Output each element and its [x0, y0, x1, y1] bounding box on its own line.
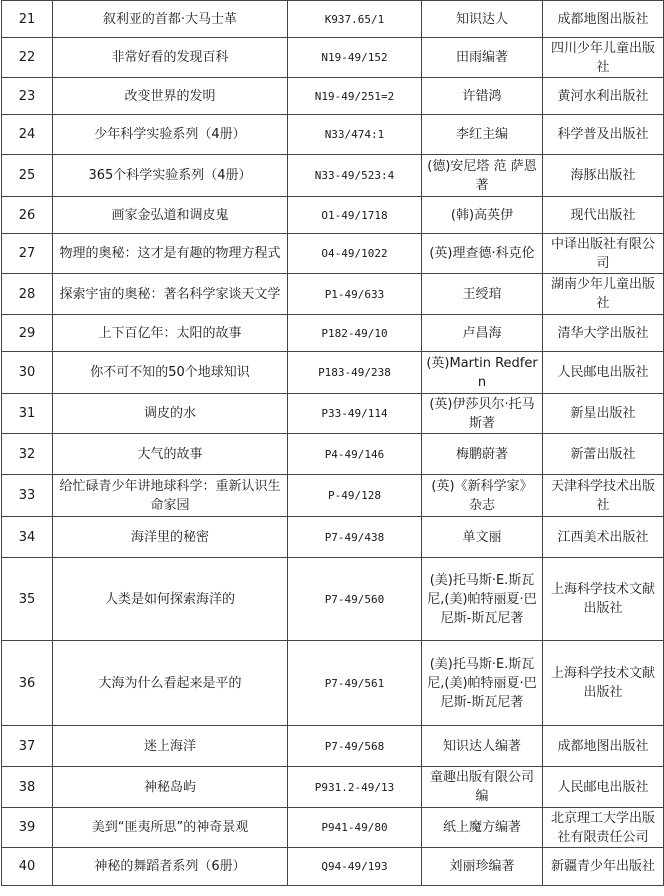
book-title: 人类是如何探索海洋的: [53, 558, 288, 641]
call-number: P4-49/146: [288, 434, 422, 475]
book-title: 你不可不知的50个地球知识: [53, 352, 288, 394]
book-author: 童趣出版有限公司编: [422, 767, 543, 808]
book-publisher: 现代出版社: [543, 197, 664, 234]
call-number: O1-49/1718: [288, 197, 422, 234]
book-author: (英)Martin Redfern: [422, 352, 543, 394]
table-row: [2, 558, 664, 641]
call-number: P941-49/80: [288, 808, 422, 848]
book-publisher: 上海科学技术文献出版社: [543, 641, 664, 726]
row-number: 32: [2, 434, 53, 475]
table-row: [2, 726, 664, 767]
book-title: 神秘的舞蹈者系列（6册）: [53, 848, 288, 886]
row-number: 36: [2, 641, 53, 726]
row-number: 23: [2, 78, 53, 115]
row-number: 35: [2, 558, 53, 641]
book-publisher: 清华大学出版社: [543, 315, 664, 352]
book-author: (英)理查德·科克伦: [422, 234, 543, 274]
book-title: 探索宇宙的奥秘：著名科学家谈天文学: [53, 274, 288, 315]
call-number: P182-49/10: [288, 315, 422, 352]
row-number: 38: [2, 767, 53, 808]
book-publisher: 新疆青少年出版社: [543, 848, 664, 886]
table-row: [2, 475, 664, 517]
book-author: 许错鸿: [422, 78, 543, 115]
book-publisher: 黄河水利出版社: [543, 78, 664, 115]
row-number: 34: [2, 517, 53, 558]
table-row: [2, 315, 664, 352]
table-row: [2, 38, 664, 78]
table-row: [2, 808, 664, 848]
book-publisher: 北京理工大学出版社有限责任公司: [543, 808, 664, 848]
call-number: P7-49/438: [288, 517, 422, 558]
call-number: Q94-49/193: [288, 848, 422, 886]
call-number: P7-49/561: [288, 641, 422, 726]
book-publisher: 湖南少年儿童出版社: [543, 274, 664, 315]
book-publisher: 人民邮电出版社: [543, 352, 664, 394]
book-publisher: 人民邮电出版社: [543, 767, 664, 808]
book-publisher: 天津科学技术出版社: [543, 475, 664, 517]
book-publisher: 上海科学技术文献出版社: [543, 558, 664, 641]
book-publisher: 新星出版社: [543, 394, 664, 434]
book-author: 卢昌海: [422, 315, 543, 352]
book-title: 调皮的水: [53, 394, 288, 434]
row-number: 29: [2, 315, 53, 352]
row-number: 21: [2, 1, 53, 38]
table-row: [2, 78, 664, 115]
table-row: [2, 155, 664, 197]
book-author: 李红主编: [422, 115, 543, 155]
row-number: 28: [2, 274, 53, 315]
book-title: 365个科学实验系列（4册）: [53, 155, 288, 197]
book-author: (英)《新科学家》杂志: [422, 475, 543, 517]
row-number: 25: [2, 155, 53, 197]
table-row: [2, 234, 664, 274]
book-author: 单文丽: [422, 517, 543, 558]
table-row: [2, 394, 664, 434]
book-publisher: 江西美术出版社: [543, 517, 664, 558]
call-number: N33/474:1: [288, 115, 422, 155]
book-author: (美)托马斯·E.斯瓦尼,(美)帕特丽夏·巴尼斯-斯瓦尼著: [422, 558, 543, 641]
book-title: 神秘岛屿: [53, 767, 288, 808]
book-title: 改变世界的发明: [53, 78, 288, 115]
book-author: (韩)高英伊: [422, 197, 543, 234]
book-title: 给忙碌青少年讲地球科学：重新认识生命家园: [53, 475, 288, 517]
call-number: P7-49/568: [288, 726, 422, 767]
book-title: 大海为什么看起来是平的: [53, 641, 288, 726]
table-row: [2, 115, 664, 155]
book-publisher: 四川少年儿童出版社: [543, 38, 664, 78]
table-row: [2, 274, 664, 315]
row-number: 33: [2, 475, 53, 517]
table-row: [2, 767, 664, 808]
book-title: 上下百亿年：太阳的故事: [53, 315, 288, 352]
table-row: [2, 434, 664, 475]
row-number: 22: [2, 38, 53, 78]
book-author: 刘丽珍编著: [422, 848, 543, 886]
call-number: N19-49/152: [288, 38, 422, 78]
book-title: 非常好看的发现百科: [53, 38, 288, 78]
row-number: 27: [2, 234, 53, 274]
call-number: P1-49/633: [288, 274, 422, 315]
call-number: P-49/128: [288, 475, 422, 517]
call-number: P7-49/560: [288, 558, 422, 641]
book-author: 梅鹏蔚著: [422, 434, 543, 475]
book-list-table: [1, 0, 664, 886]
call-number: K937.65/1: [288, 1, 422, 38]
book-publisher: 中译出版社有限公司: [543, 234, 664, 274]
book-publisher: 科学普及出版社: [543, 115, 664, 155]
call-number: P931.2-49/13: [288, 767, 422, 808]
table-row: [2, 1, 664, 38]
book-publisher: 成都地图出版社: [543, 1, 664, 38]
book-title: 画家金弘道和调皮鬼: [53, 197, 288, 234]
table-row: [2, 517, 664, 558]
book-title: 大气的故事: [53, 434, 288, 475]
table-row: [2, 848, 664, 886]
book-publisher: 海豚出版社: [543, 155, 664, 197]
book-author: (德)安尼塔 范 萨恩著: [422, 155, 543, 197]
table-row: [2, 352, 664, 394]
call-number: N33-49/523:4: [288, 155, 422, 197]
row-number: 24: [2, 115, 53, 155]
book-author: (英)伊莎贝尔·托马斯著: [422, 394, 543, 434]
book-title: 海洋里的秘密: [53, 517, 288, 558]
book-author: 知识达人编著: [422, 726, 543, 767]
book-title: 物理的奥秘：这才是有趣的物理方程式: [53, 234, 288, 274]
row-number: 40: [2, 848, 53, 886]
book-list-body: [2, 1, 664, 886]
call-number: P183-49/238: [288, 352, 422, 394]
book-title: 美到“匪夷所思”的神奇景观: [53, 808, 288, 848]
table-row: [2, 197, 664, 234]
row-number: 31: [2, 394, 53, 434]
book-author: 纸上魔方编著: [422, 808, 543, 848]
call-number: P33-49/114: [288, 394, 422, 434]
table-row: [2, 641, 664, 726]
book-publisher: 新蕾出版社: [543, 434, 664, 475]
row-number: 39: [2, 808, 53, 848]
book-title: 少年科学实验系列（4册）: [53, 115, 288, 155]
book-publisher: 成都地图出版社: [543, 726, 664, 767]
row-number: 37: [2, 726, 53, 767]
book-author: 王绶琯: [422, 274, 543, 315]
row-number: 26: [2, 197, 53, 234]
row-number: 30: [2, 352, 53, 394]
book-title: 迷上海洋: [53, 726, 288, 767]
call-number: O4-49/1022: [288, 234, 422, 274]
book-title: 叙利亚的首都·大马士革: [53, 1, 288, 38]
call-number: N19-49/251=2: [288, 78, 422, 115]
book-author: 知识达人: [422, 1, 543, 38]
book-author: 田雨编著: [422, 38, 543, 78]
book-author: (美)托马斯·E.斯瓦尼,(美)帕特丽夏·巴尼斯-斯瓦尼著: [422, 641, 543, 726]
